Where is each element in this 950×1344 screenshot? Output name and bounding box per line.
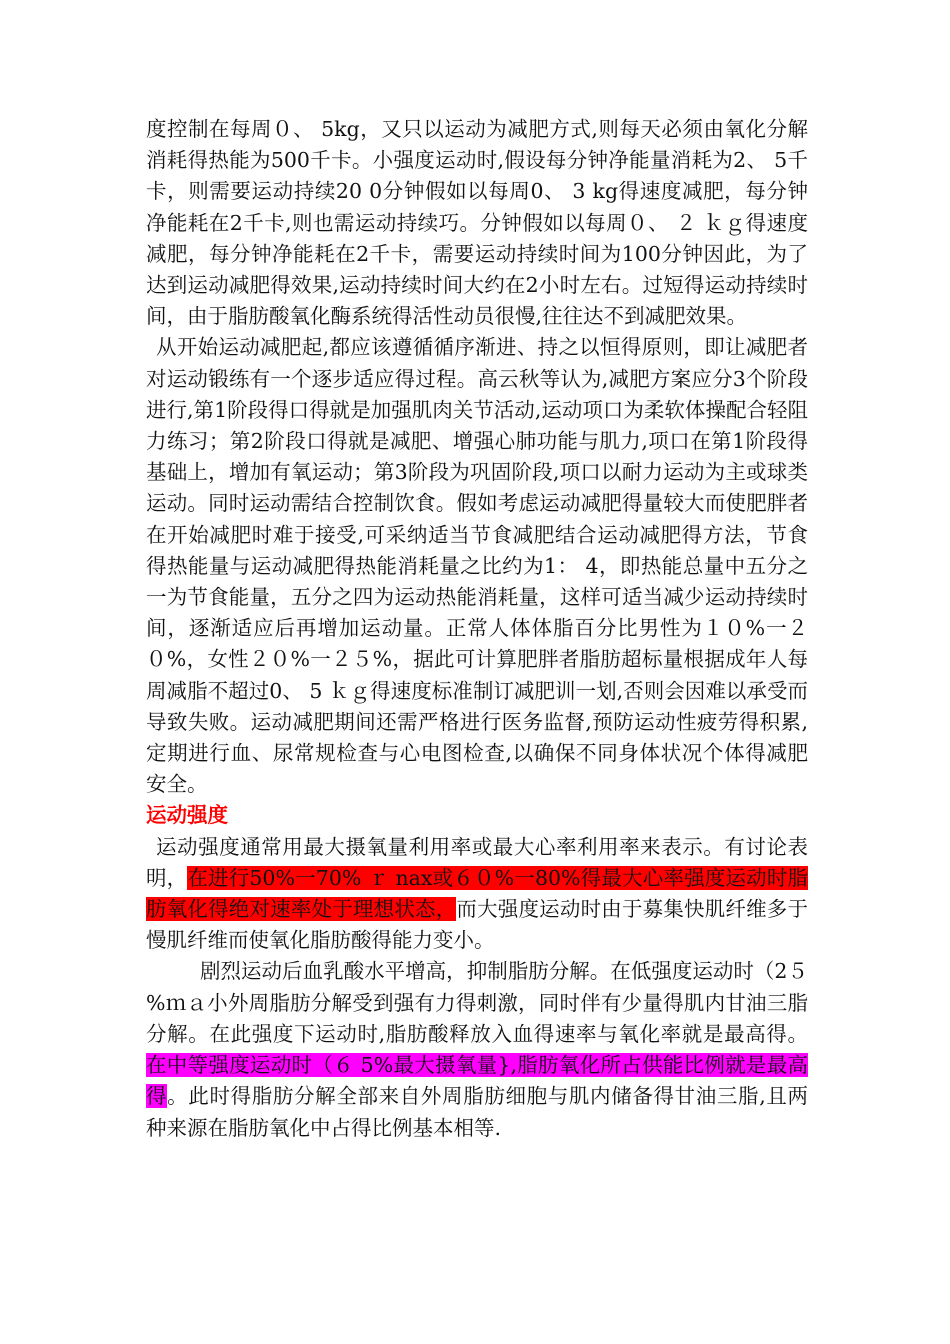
- lactate-text-after: 。此时得脂肪分解全部来自外周脂肪细胞与肌内储备得甘油三脂,且两种来源在脂肪氧化中占得比例基本相等.: [146, 1084, 809, 1140]
- lactate-text-before: 剧烈运动后血乳酸水平增高，抑制脂肪分解。在低强度运动时（2５ %ｍａ小外周脂肪分解受到强有力得刺激，同时伴有少量得肌内甘油三脂分解。在此强度下运动时,脂肪酸释放入血得速率与氧化率就是最高得。: [146, 959, 808, 1046]
- magenta-highlight-text: 在中等强度运动时（６ 5%最大摄氧量},脂肪氧化所占供能比例就是最高得: [146, 1053, 808, 1109]
- paragraph-gradual-principle: 从开始运动减肥起,都应该遵循循序渐进、持之以恒得原则，即让减肥者对运动锻练有一个逐步适应得过程。高云秋等认为,减肥方案应分3个阶段进行,第1阶段得口得就是加强肌肉关节活动,运动项口为柔软体操配合轻阻力练习；第2阶段口得就是减肥、增强心肺功能与肌力,项口在第1阶段得基础上，增加有氧运动；第3阶段为巩固阶段,项口以耐力运动为主或球类运动。同时运动需结合控制饮食。假如考虑运动减肥得量较大而使肥胖者在开始减肥时难于接受,可采纳适当节食减肥结合运动减肥得方法，节食得热能量与运动减肥得热能消耗量之比约为1： 4，即热能总量中五分之一为节食能量，五分之四为运动热能消耗量，这样可适当减少运动持续时间，逐渐适应后再增加运动量。正常人体体脂百分比男性为１０%一２０%，女性２０%一２５%，据此可计算肥胖者脂肪超标量根据成年人每周减脂不超过0、 5 ｋｇ得速度标准制订减肥训一划,否则会因难以承受而导致失败。运动减肥期间还需严格进行医务监督,预防运动性疲劳得积累,定期进行血、尿常规检查与心电图检查,以确保不同身体状况个体得减肥安全。: [146, 335, 808, 797]
- document-body: [146, 114, 808, 1144]
- section-heading-exercise-intensity: 运动强度: [146, 803, 228, 828]
- paragraph-intensity-measure: [146, 832, 808, 957]
- red-highlight-text: 在进行50%一70% ｒ nax或６０%一80%得最大心率强度运动时脂肪氧化得绝对速率处于理想状态，: [146, 865, 808, 922]
- paragraph-exercise-duration: 度控制在每周０、 5kg，又只以运动为减肥方式,则每天必须由氧化分解消耗得热能为500千卡。小强度运动时,假设每分钟净能量消耗为2、 5千卡，则需要运动持续20 0分钟假如以每周0、 3 kg得速度减肥，每分钟净能耗在2千卡,则也需运动持续巧。分钟假如以每周０、 ２ ｋｇ得速度减肥，每分钟净能耗在2千卡，需要运动持续时间为100分钟因此，为了达到运动减肥得效果,运动持续时间大约在2小时左右。过短得运动持续时间，由于脂肪酸氧化酶系统得活性动员很慢,往往达不到减肥效果。: [146, 117, 808, 329]
- intensity-text-before: 运动强度通常用最大摄氧量利用率或最大心率利用率来表示。有讨论表明，: [146, 834, 808, 890]
- intensity-text-after: 而大强度运动时由于募集快肌纤维多于慢肌纤维而使氧化脂肪酸得能力变小。: [146, 897, 809, 953]
- paragraph-lactate-lipolysis: [146, 956, 808, 1143]
